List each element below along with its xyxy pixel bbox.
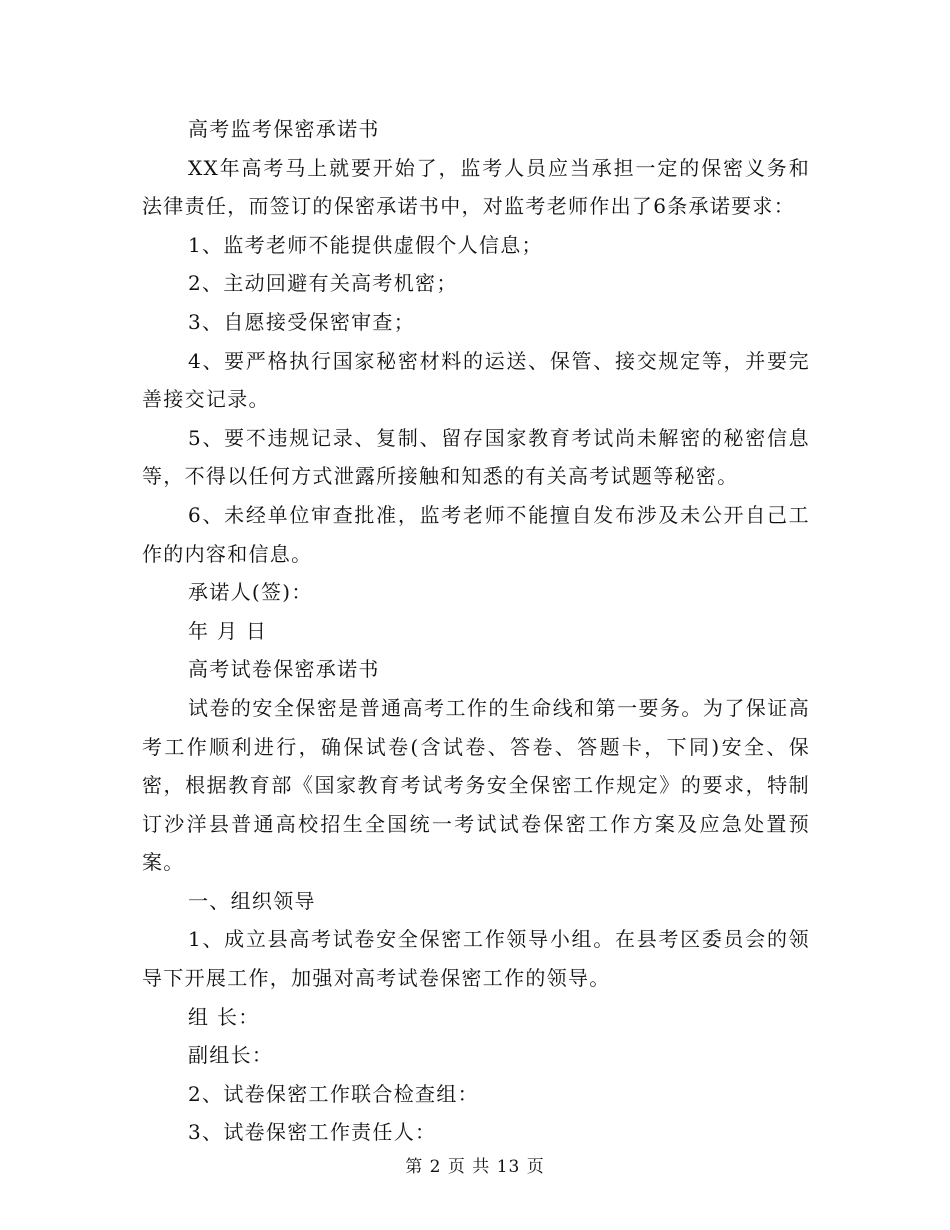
org-item-2: 2、试卷保密工作联合检查组： bbox=[188, 1081, 479, 1106]
signature-line: 承诺人(签)： bbox=[188, 580, 313, 605]
doc-title-1: 高考监考保密承诺书 bbox=[188, 117, 380, 141]
date-line: 年 月 日 bbox=[188, 618, 268, 643]
deputy-leader-line: 副组长： bbox=[188, 1043, 274, 1068]
promise-item-2: 2、主动回避有关高考机密； bbox=[188, 271, 458, 296]
promise-item-6: 6、未经单位审查批准，监考老师不能擅自发布涉及未公开自己工作的内容和信息。 bbox=[142, 502, 810, 566]
promise-item-5: 5、要不违规记录、复制、留存国家教育考试尚未解密的秘密信息等，不得以任何方式泄露所接触和知悉的有关高考试题等秘密。 bbox=[142, 425, 810, 489]
purpose-paragraph: 试卷的安全保密是普通高考工作的生命线和第一要务。为了保证高考工作顺利进行，确保试卷(含试卷、答卷、答题卡，下同)安全、保密，根据教育部《国家教育考试考务安全保密工作规定》的要求，特制订沙洋县普通高校招生全国统一考试试卷保密工作方案及应急处置预案。 bbox=[142, 695, 810, 875]
promise-item-4: 4、要严格执行国家秘密材料的运送、保管、接交规定等，并要完善接交记录。 bbox=[142, 348, 810, 412]
document-body bbox=[142, 110, 810, 1152]
org-item-3: 3、试卷保密工作责任人： bbox=[188, 1120, 437, 1145]
leader-line: 组 长： bbox=[188, 1004, 260, 1029]
doc-title-2: 高考试卷保密承诺书 bbox=[188, 657, 380, 682]
promise-item-3: 3、自愿接受保密审查； bbox=[188, 309, 416, 334]
intro-paragraph: XX年高考马上就要开始了，监考人员应当承担一定的保密义务和法律责任，而签订的保密承诺书中，对监考老师作出了6条承诺要求： bbox=[142, 155, 810, 219]
promise-item-1: 1、监考老师不能提供虚假个人信息； bbox=[188, 232, 543, 257]
page-number: 第 2 页 共 13 页 bbox=[405, 1157, 545, 1177]
org-item-1: 1、成立县高考试卷安全保密工作领导小组。在县考区委员会的领导下开展工作，加强对高考试卷保密工作的领导。 bbox=[142, 927, 810, 991]
section-heading: 一、组织领导 bbox=[188, 888, 316, 913]
